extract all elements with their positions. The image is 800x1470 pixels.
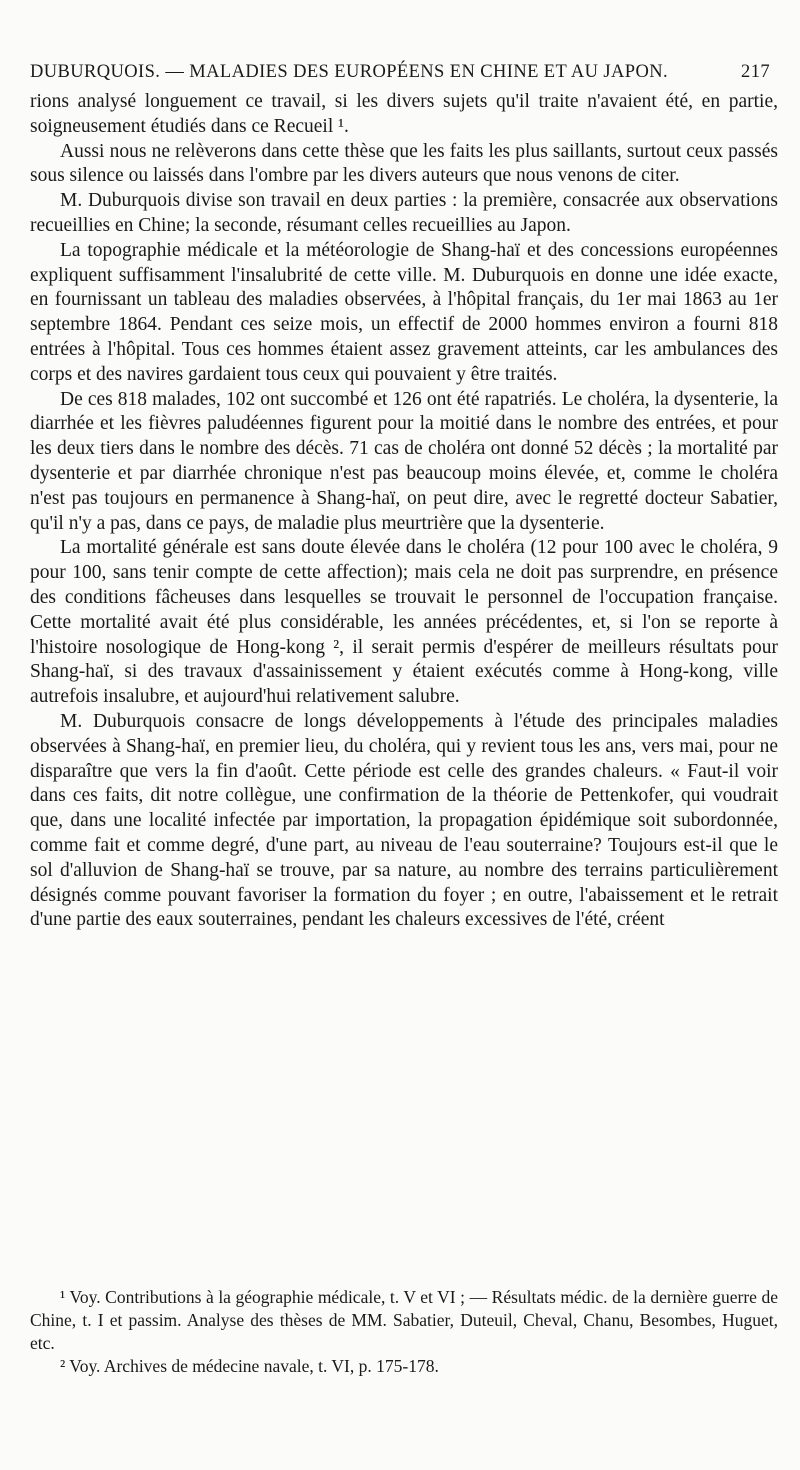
paragraph: Aussi nous ne relèverons dans cette thèse que les faits les plus saillants, surtout ceux passés sous silence ou laissés dans l'ombre par les divers auteurs que nous venons de citer.: [30, 140, 778, 187]
paragraph: La topographie médicale et la météorologie de Shang-haï et des concessions européennes expliquent suffisamment l'insalubrité de cette ville. M. Duburquois en donne une idée exacte, en fournissant un tableau des maladies observées, à l'hôpital français, du 1er mai 1863 au 1er septembre 1864. Pendant ces seize mois, un effectif de 2000 hommes environ a fourni 818 entrées à l'hôpital. Tous ces hommes étaient assez gravement atteints, car les ambulances des corps et des navires gardaient tous ceux qui pouvaient y être traités.: [30, 239, 778, 385]
paragraph: La mortalité générale est sans doute élevée dans le choléra (12 pour 100 avec le choléra, 9 pour 100, sans tenir compte de cette affection); mais cela ne doit pas surprendre, en présence des conditions fâcheuses dans lesquelles se trouvait le personnel de l'occupation française. Cette mortalité avait été plus considérable, les années précédentes, et, si l'on se reporte à l'histoire nosologique de Hong-kong ², il serait permis d'espérer de meilleurs résultats pour Shang-haï, si des travaux d'assainissement y étaient exécutés comme à Hong-kong, ville autrefois insalubre, et aujourd'hui relativement salubre.: [30, 537, 778, 708]
paragraph: rions analysé longuement ce travail, si les divers sujets qu'il traite n'avaient été, en partie, soigneusement étudiés dans ce Recueil ¹.: [30, 91, 778, 137]
paragraph: M. Duburquois divise son travail en deux parties : la première, consacrée aux observations recueillies en Chine; la seconde, résumant celles recueillies au Japon.: [30, 190, 778, 236]
running-title: DUBURQUOIS. — MALADIES DES EUROPÉENS EN CHINE ET AU JAPON.: [30, 62, 669, 82]
paragraph: M. Duburquois consacre de longs développements à l'étude des principales maladies observées à Shang-haï, en premier lieu, du choléra, qui y revient tous les ans, vers mai, pour ne disparaître que vers la fin d'août. Cette période est celle des grandes chaleurs. « Faut-il voir dans ces faits, dit notre collègue, une confirmation de la théorie de Pettenkofer, qui voudrait que, dans une localité infectée par importation, la propagation épidémique soit subordonnée, comme fait et comme degré, d'une part, au niveau de l'eau souterraine? Toujours est-il que le sol d'alluvion de Shang-haï se trouve, par sa nature, au nombre des terrains particulièrement désignés comme pouvant favoriser la formation du foyer ; en outre, l'abaissement et le retrait d'une partie des eaux souterraines, pendant les chaleurs excessives de l'été, créent: [30, 710, 778, 931]
footnote: ¹ Voy. Contributions à la géographie médicale, t. V et VI ; — Résultats médic. de la dernière guerre de Chine, t. I et passim. Analyse des thèses de MM. Sabatier, Duteuil, Cheval, Chanu, Besombes, Huguet, etc.: [30, 1287, 778, 1353]
page-header: [30, 62, 770, 83]
paragraph: De ces 818 malades, 102 ont succombé et 126 ont été rapatriés. Le choléra, la dysenterie, la diarrhée et les fièvres paludéennes figurent pour la moitié dans le nombre des entrées, et pour les deux tiers dans le nombre des décès. 71 cas de choléra ont donné 52 décès ; la mortalité par dysenterie et par diarrhée chronique n'est pas beaucoup moins élevée, et, comme le choléra n'est pas toujours en permanence à Shang-haï, on peut dire, avec le regretté docteur Sabatier, qu'il n'y a pas, dans ce pays, de maladie plus meurtrière que la dysenterie.: [30, 388, 778, 534]
body-text: [30, 90, 778, 933]
footnote: ² Voy. Archives de médecine navale, t. VI, p. 175-178.: [60, 1356, 439, 1376]
page-number: 217: [741, 62, 770, 82]
footnotes: [30, 1286, 778, 1378]
